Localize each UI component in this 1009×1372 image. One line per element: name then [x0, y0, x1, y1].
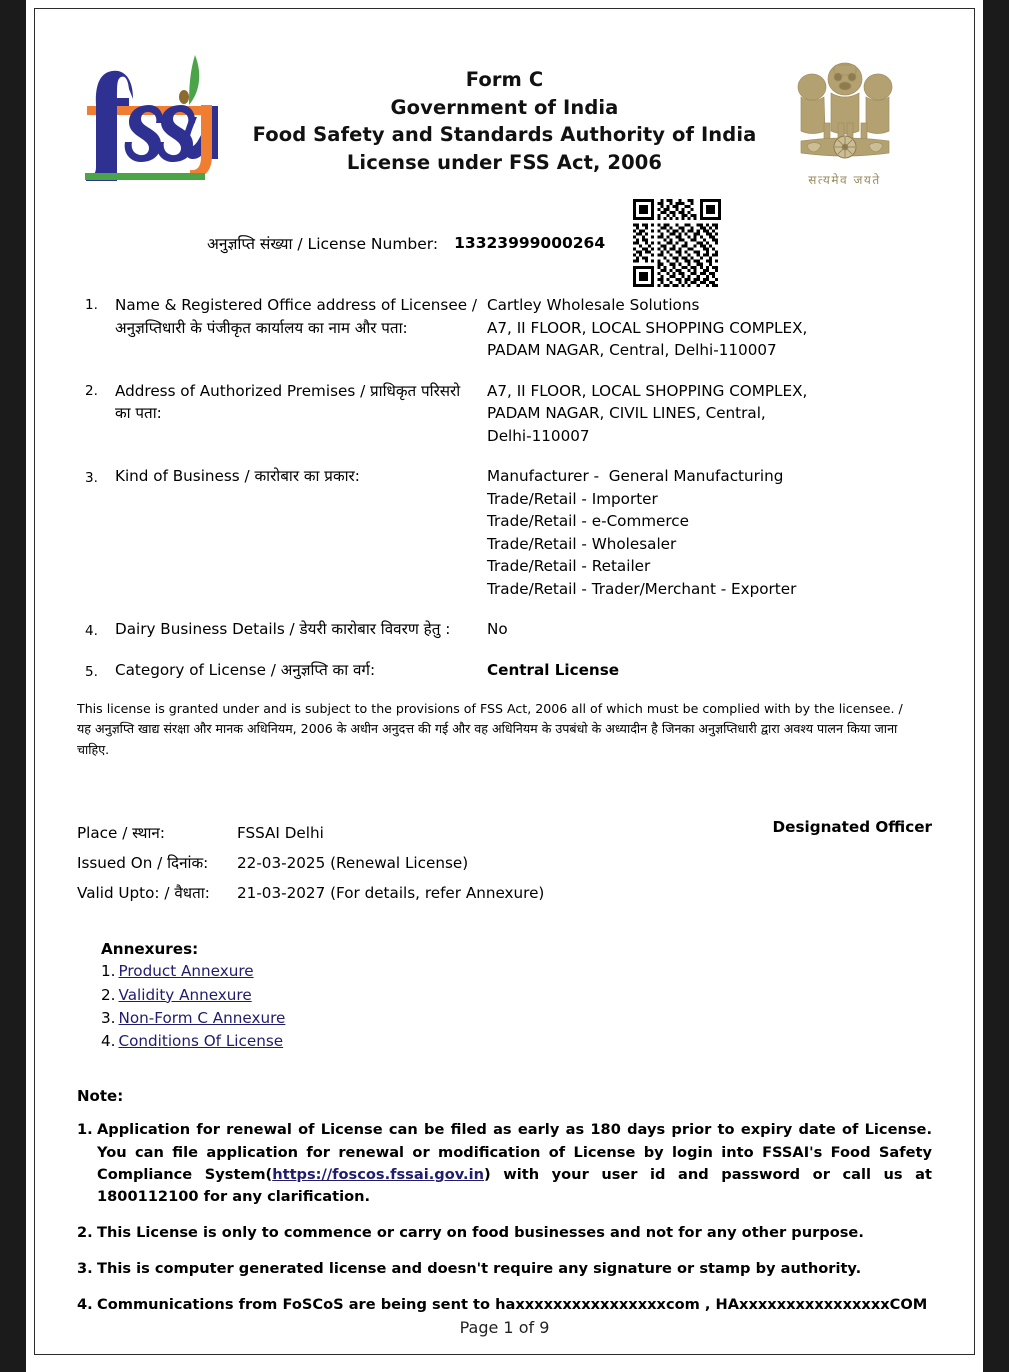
- legal-disclaimer: This license is granted under and is subject to the provisions of FSS Act, 2006 all of which must be complied with by the licensee. / यह अनुज्ञप्ति खाद्य संरक्षा और मानक अधिनियम, 2006 के अधीन अनुदत्त की गई और वह अधिनियम के उपबंधो के अध्यादीन है जिनका अनुज्ञप्तिधारी द्वारा अवश्य पालन किया जाना चाहिए.: [77, 701, 903, 757]
- place-label: Place / स्थान:: [77, 824, 165, 843]
- licensee-name: Cartley Wholesale Solutions: [487, 296, 700, 314]
- field-row-premises: [77, 380, 932, 448]
- field-value-name: [487, 294, 932, 362]
- annexure-link-validity[interactable]: Validity Annexure: [118, 985, 252, 1004]
- category-value: Central License: [487, 660, 620, 679]
- business-type-item: Trade/Retail - Trader/Merchant - Exporter: [487, 579, 797, 598]
- note-item: [77, 1119, 932, 1208]
- field-value-category: [487, 659, 932, 682]
- field-number: 3.: [85, 470, 98, 486]
- field-label-kind-of-business: Kind of Business / कारोबार का प्रकार:: [115, 467, 360, 485]
- field-value-kind-of-business: [487, 465, 932, 600]
- annexure-index: 3.: [101, 1008, 116, 1027]
- issued-on-label: Issued On / दिनांक:: [77, 854, 209, 873]
- note-index: 1.: [77, 1121, 93, 1139]
- business-type-item: Trade/Retail - Retailer: [487, 557, 651, 575]
- valid-upto-value: 21-03-2027 (For details, refer Annexure): [237, 884, 545, 903]
- business-type-item: Trade/Retail - Wholesaler: [487, 534, 677, 553]
- registered-address-line2: PADAM NAGAR, Central, Delhi-110007: [487, 341, 777, 359]
- notes-title: Note:: [77, 1087, 124, 1106]
- annexure-index: 2.: [101, 985, 116, 1004]
- valid-upto-row: [77, 878, 932, 908]
- annexure-index: 1.: [101, 962, 116, 981]
- annexure-item: [101, 1030, 932, 1053]
- business-type-item: Trade/Retail - Importer: [487, 489, 658, 508]
- note-text-communications: Communications from FoSCoS are being sent to haxxxxxxxxxxxxxxxxcom , HAxxxxxxxxxxxxxxxxCOM: [97, 1296, 928, 1314]
- place-value: FSSAI Delhi: [237, 824, 324, 843]
- premises-address-line1: A7, II FLOOR, LOCAL SHOPPING COMPLEX,: [487, 381, 808, 400]
- page-title: Form C: [465, 68, 544, 91]
- page-footer: Page 1 of 9: [459, 1318, 550, 1337]
- fssai-logo-icon: [77, 49, 225, 181]
- note-item: [77, 1222, 932, 1244]
- annexure-link-non-form-c[interactable]: Non-Form C Annexure: [118, 1008, 286, 1027]
- issuance-block: [77, 818, 932, 908]
- title-authority: Food Safety and Standards Authority of India: [252, 123, 757, 147]
- field-number: 5.: [85, 663, 98, 680]
- note-text-renewal: [97, 1119, 932, 1208]
- field-row-category: [77, 659, 932, 682]
- document-page: [26, 0, 983, 1372]
- note-text-after: ) with your user id and password or call us at 1800112100 for any clarification.: [97, 1165, 932, 1205]
- title-act: License under FSS Act, 2006: [346, 151, 663, 175]
- business-type-item: Manufacturer - General Manufacturing: [487, 467, 784, 485]
- premises-address-line3: Delhi-110007: [487, 426, 590, 445]
- dairy-value: No: [487, 620, 508, 638]
- note-index: 2.: [77, 1224, 93, 1242]
- license-fields: [77, 294, 932, 681]
- note-item: [77, 1258, 932, 1280]
- annexure-link-conditions[interactable]: Conditions Of License: [118, 1032, 284, 1051]
- field-label-name: Name & Registered Office address of Licensee / अनुज्ञप्तिधारी के पंजीकृत कार्यालय का नाम और पता:: [115, 296, 477, 337]
- annexure-item: [101, 960, 932, 983]
- title-government: Government of India: [390, 95, 619, 119]
- document-header: [77, 39, 932, 189]
- ashoka-emblem-icon: [779, 53, 911, 171]
- field-row-name: [77, 294, 932, 362]
- annexures-title: Annexures:: [101, 940, 199, 959]
- document-border: [34, 8, 975, 1355]
- field-value-dairy: [487, 618, 932, 641]
- note-text-computer-generated: This is computer generated license and doesn't require any signature or stamp by authority.: [97, 1260, 862, 1278]
- license-number-label: अनुज्ञप्ति संख्या / License Number:: [207, 234, 439, 253]
- qr-code: [633, 199, 721, 287]
- note-text-purpose: This License is only to commence or carry on food businesses and not for any other purpose.: [97, 1224, 864, 1242]
- premises-address-line2: PADAM NAGAR, CIVIL LINES, Central,: [487, 404, 766, 422]
- field-number: 1.: [85, 297, 98, 313]
- national-emblem: [757, 39, 932, 188]
- note-text-before: Application for renewal of License can be filed as early as 180 days prior to expiry date of License. You can file application for renewal or modification of License by login into FSSAI's Food Safety Compliance System(: [97, 1121, 932, 1183]
- notes-section: [77, 1087, 932, 1316]
- annexure-item: [101, 1007, 932, 1030]
- annexure-index: 4.: [101, 1032, 116, 1051]
- license-number-value: 13323999000264: [454, 233, 606, 252]
- valid-upto-label: Valid Upto: / वैधता:: [77, 884, 210, 903]
- field-label-dairy: Dairy Business Details / डेयरी कारोबार विवरण हेतु :: [115, 620, 451, 638]
- license-number-row: [77, 195, 932, 290]
- field-row-dairy: [77, 618, 932, 641]
- business-type-item: Trade/Retail - e-Commerce: [487, 512, 690, 530]
- designated-officer-label: Designated Officer: [772, 818, 932, 837]
- fssai-logo: [77, 39, 252, 181]
- field-label-premises: Address of Authorized Premises / प्राधिकृत परिसरो का पता:: [115, 381, 461, 422]
- field-label-category: Category of License / अनुज्ञप्ति का वर्ग:: [115, 660, 376, 679]
- document-title-block: [252, 39, 757, 177]
- field-number: 4.: [85, 623, 98, 639]
- emblem-caption: सत्यमेव जयते: [808, 173, 881, 187]
- field-row-kind-of-business: [77, 465, 932, 600]
- field-value-premises: [487, 380, 932, 448]
- annexure-link-product[interactable]: Product Annexure: [118, 962, 254, 981]
- annexure-item: [101, 984, 932, 1007]
- note-index: 3.: [77, 1260, 93, 1278]
- note-item: [77, 1294, 932, 1316]
- foscos-link[interactable]: https://foscos.fssai.gov.in: [272, 1165, 484, 1183]
- note-index: 4.: [77, 1296, 93, 1314]
- field-number: 2.: [85, 382, 98, 399]
- registered-address-line1: A7, II FLOOR, LOCAL SHOPPING COMPLEX,: [487, 318, 808, 337]
- issued-on-row: [77, 848, 932, 878]
- issued-on-value: 22-03-2025 (Renewal License): [237, 854, 469, 873]
- annexures-section: [77, 940, 932, 1053]
